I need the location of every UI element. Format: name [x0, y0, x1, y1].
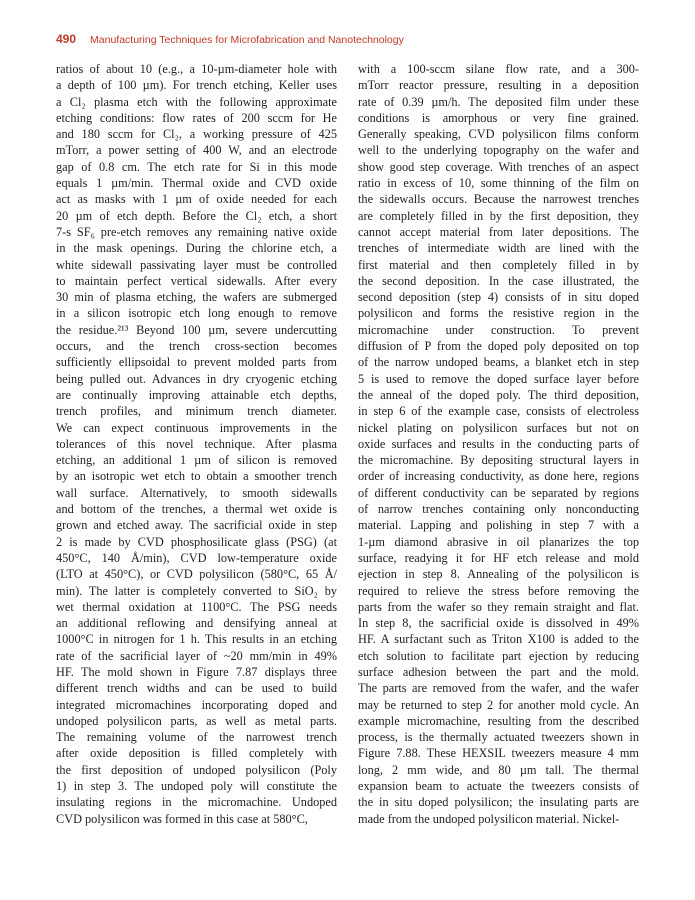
text-line: required to relieve the stress before removing the [358, 583, 639, 598]
left-column [56, 61, 337, 827]
text-line: ratios of about 10 (e.g., a 10-µm-diameter hole with [56, 62, 337, 76]
text-line: rate of the sacrificial layer of ~20 mm/min in 49% [56, 648, 337, 663]
text-line: an additional reflowing and densifying anneal at [56, 616, 337, 631]
text-line: process, is the thermally actuated tweezers shown in [358, 730, 639, 745]
text-line: are completely filled in by the first deposition, they [358, 208, 639, 223]
text-line: are continually improving attainable etch depths, [56, 387, 337, 402]
text-line: We can expect continuous improvements in the [56, 420, 337, 435]
text-line: different trench widths and can be used to build [56, 681, 337, 696]
text-line: a Cl₂ plasma etch with the following approximate [56, 94, 337, 109]
text-line: after oxide deposition is filled completely with [56, 746, 337, 761]
text-line: (LTO at 450°C), or CVD polysilicon (580°C, 65 Å/ [56, 567, 337, 582]
text-line: with a 100-sccm silane flow rate, and a 300- [358, 62, 639, 76]
text-line: wet thermal oxidation at 1100°C. The PSG needs [56, 599, 337, 614]
text-line: show good step coverage. With trenches of an aspect [358, 159, 639, 174]
text-line: CVD polysilicon was formed in this case at 580°C, [56, 811, 308, 826]
text-line: polysilicon and forms the resistive region in the [358, 306, 639, 321]
text-line: 5 is used to remove the doped surface layer before [358, 371, 639, 386]
text-line: integrated micromachines incorporating doped and [56, 697, 337, 712]
text-line: mTorr reactor pressure, resulting in a deposition [358, 78, 639, 93]
text-line: HF. A surfactant such as Triton X100 is added to the [358, 632, 639, 647]
text-line: conditions is amorphous or very fine grained. [358, 110, 639, 125]
text-line: expansion beam to actuate the tweezers consists of [358, 779, 639, 794]
text-line: sufficiently ellipsoidal to prevent molded parts from [56, 355, 337, 370]
text-line: may be returned to step 2 for another mold cycle. An [358, 697, 639, 712]
right-column [358, 61, 639, 827]
text-line: undoped polysilicon parts, as well as metal parts. [56, 713, 337, 728]
text-line: cannot accept material from later depositions. The [358, 224, 639, 239]
text-line: The remaining volume of the narrowest trench [56, 730, 337, 745]
text-line: trenches of intermediate width are lined with the [358, 241, 639, 256]
text-line: 20 µm of etch depth. Before the Cl₂ etch, a short [56, 208, 337, 223]
text-line: of narrow trenches containing only nonconducting [358, 502, 639, 517]
text-line: diffusion of P from the doped poly deposited on top [358, 339, 639, 354]
text-line: etch solution to facilitate part ejection by reducing [358, 648, 639, 663]
text-line: equals 1 µm/min. Thermal oxide and CVD oxide [56, 176, 337, 191]
text-line: nickel plating on polysilicon surfaces but not on [358, 420, 639, 435]
text-line: the second deposition. In the case illustrated, the [358, 273, 639, 288]
text-line: 1-µm diamond abrasive in oil planarizes the top [358, 534, 639, 549]
text-line: made from the undoped polysilicon material. Nickel- [358, 811, 620, 826]
text-line: in step 6 of the example case, consists of electroless [358, 404, 639, 419]
text-line: the micromachine. By depositing structural layers in [358, 453, 639, 468]
text-line: 2 is made by CVD phosphosilicate glass (PSG) (at [56, 534, 337, 549]
text-line: being pulled out. Advances in dry cryogenic etching [56, 371, 337, 386]
text-line: ratio in excess of 10, some thinning of the film on [358, 176, 639, 191]
running-head [56, 30, 404, 46]
text-line: 1000°C in nitrogen for 1 h. This results in an etching [56, 632, 337, 647]
text-line: example micromachine, resulting from the described [358, 713, 639, 728]
text-line: gap of 0.8 cm. The etch rate for Si in this mode [56, 159, 337, 174]
text-line: The parts are removed from the wafer, and the wafer [358, 681, 639, 696]
text-line: material. Lapping and polishing in step 7 with a [358, 518, 639, 533]
text-line: ejection in step 8. Annealing of the polysilicon is [358, 567, 639, 582]
text-line: Figure 7.88. These HEXSIL tweezers measure 4 mm [358, 746, 639, 761]
text-line: the residue.²¹³ Beyond 100 µm, severe undercutting [56, 322, 337, 337]
text-line: rate of 0.39 µm/h. The deposited film under these [358, 94, 639, 109]
text-line: the in situ doped polysilicon; the insulating parts are [358, 795, 639, 810]
text-line: Generally speaking, CVD polysilicon films conform [358, 127, 639, 142]
text-line: 450°C, 140 Å/min), CVD low-temperature oxide [56, 550, 337, 565]
text-line: well to the underlying topography on the wafer and [358, 143, 639, 158]
text-line: long, 2 mm wide, and 80 µm tall. The thermal [358, 762, 639, 777]
text-line: order of increasing conductivity, as done here, regions [358, 469, 639, 484]
text-line: mTorr, a power setting of 400 W, and an electrode [56, 143, 337, 158]
text-line: 1) in step 3. The undoped poly will constitute the [56, 779, 337, 794]
text-line: wall surface. Alternatively, to smooth sidewalls [56, 485, 337, 500]
text-line: micromachine under construction. To prevent [358, 322, 639, 337]
text-line: occurs, and the trench cross-section becomes [56, 339, 337, 354]
text-line: HF. The mold shown in Figure 7.87 displays three [56, 664, 337, 679]
text-line: min). The latter is completely converted to SiO₂ by [56, 583, 337, 598]
text-line: white sidewall passivating layer must be controlled [56, 257, 337, 272]
text-line: a depth of 100 µm). For trench etching, Keller uses [56, 78, 337, 93]
text-line: of the narrow undoped beams, a blanket etch in step [358, 355, 639, 370]
text-line: in the mask openings. During the chlorine etch, a [56, 241, 337, 256]
text-line: and 180 sccm for Cl₂, a working pressure of 425 [56, 127, 337, 142]
text-line: surface adhesion between the part and the mold. [358, 664, 639, 679]
text-line: the anneal of the doped poly. The third deposition, [358, 387, 639, 402]
text-line: first material and then completely filled in by [358, 257, 639, 272]
text-line: etching, an additional 1 µm of silicon is removed [56, 453, 337, 468]
text-line: trench profiles, and minimum trench diameter. [56, 404, 337, 419]
text-line: etching conditions: flow rates of 200 sccm for He [56, 110, 337, 125]
page-number: 490 [56, 32, 77, 46]
text-line: tolerances of this novel technique. After plasma [56, 436, 337, 451]
text-line: of different conductivity can be separated by regions [358, 485, 639, 500]
text-line: the first deposition of undoped polysilicon (Poly [56, 762, 337, 777]
text-line: the sidewalls occurs. Because the narrowest trenches [358, 192, 639, 207]
text-line: to maintain perfect vertical sidewalls. After every [56, 273, 337, 288]
text-line: second deposition (step 4) consists of in situ doped [358, 290, 639, 305]
text-line: In step 8, the sacrificial oxide is dissolved in 49% [358, 616, 639, 631]
text-line: and bottom of the trenches, a thermal wet oxide is [56, 502, 337, 517]
text-line: act as masks with 1 µm of oxide needed for each [56, 192, 337, 207]
text-line: oxide surfaces and results in the conducting parts of [358, 436, 639, 451]
text-line: 30 min of plasma etching, the wafers are submerged [56, 290, 337, 305]
text-line: by an isotropic wet etch to obtain a smoother trench [56, 469, 337, 484]
text-line: parts from the wafer so they remain straight and flat. [358, 599, 639, 614]
text-line: 7-s SF₆ pre-etch removes any remaining native oxide [56, 224, 337, 239]
running-title: Manufacturing Techniques for Microfabrication and Nanotechnology [90, 34, 404, 46]
text-line: grown and etched away. The sacrificial oxide in step [56, 518, 337, 533]
text-line: in a silicon isotropic etch long enough to remove [56, 306, 337, 321]
text-line: surface, readying it for HF etch release and mold [358, 550, 639, 565]
text-line: insulating regions in the micromachine. Undoped [56, 795, 337, 810]
